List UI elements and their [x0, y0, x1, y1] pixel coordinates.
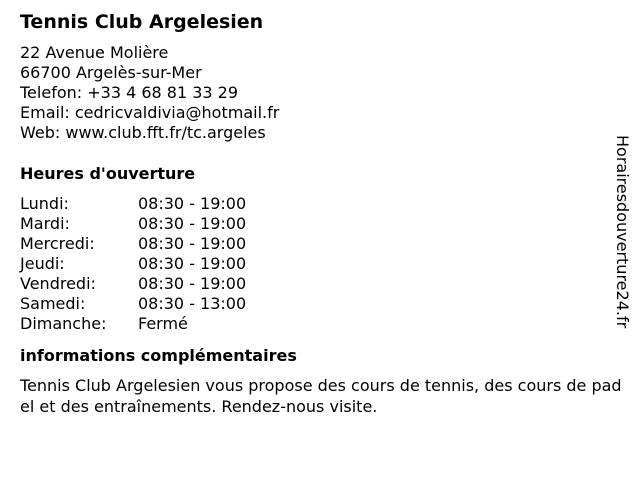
- day-label: Samedi:: [20, 294, 86, 313]
- day-label: Lundi:: [20, 194, 69, 213]
- time-value: 08:30 - 19:00: [138, 214, 247, 233]
- club-name: Tennis Club Argelesien: [20, 11, 264, 33]
- time-value: 08:30 - 19:00: [138, 274, 247, 293]
- address-block: [20, 43, 626, 143]
- day-label: Vendredi:: [20, 274, 96, 293]
- info-title: informations complémentaires: [20, 346, 297, 365]
- time-value: Fermé: [138, 314, 188, 333]
- phone: Telefon: +33 4 68 81 33 29: [20, 83, 239, 102]
- time-value: 08:30 - 19:00: [138, 194, 247, 213]
- website: Web: www.club.fft.fr/tc.argeles: [20, 123, 266, 142]
- hours-row-samedi: [20, 294, 626, 314]
- street: 22 Avenue Molière: [20, 43, 169, 62]
- hours-row-mercredi: [20, 234, 626, 254]
- club-card: [20, 9, 626, 417]
- hours-row-dimanche: [20, 314, 626, 334]
- info-description: Tennis Club Argelesien vous propose des cours de tennis, des cours de padel et des entraînements. Rendez-nous visite.: [20, 376, 622, 416]
- time-value: 08:30 - 19:00: [138, 234, 247, 253]
- day-label: Dimanche:: [20, 314, 107, 333]
- city: 66700 Argelès-sur-Mer: [20, 63, 202, 82]
- email: Email: cedricvaldivia@hotmail.fr: [20, 103, 280, 122]
- day-label: Mercredi:: [20, 234, 95, 253]
- hours-row-jeudi: [20, 254, 626, 274]
- hours-row-vendredi: [20, 274, 626, 294]
- watermark: Horairesdouverture24.fr: [613, 135, 632, 329]
- hours-row-lundi: [20, 194, 626, 214]
- day-label: Jeudi:: [20, 254, 65, 273]
- hours-table: [20, 194, 626, 334]
- hours-row-mardi: [20, 214, 626, 234]
- time-value: 08:30 - 13:00: [138, 294, 247, 313]
- time-value: 08:30 - 19:00: [138, 254, 247, 273]
- day-label: Mardi:: [20, 214, 70, 233]
- hours-title: Heures d'ouverture: [20, 164, 196, 183]
